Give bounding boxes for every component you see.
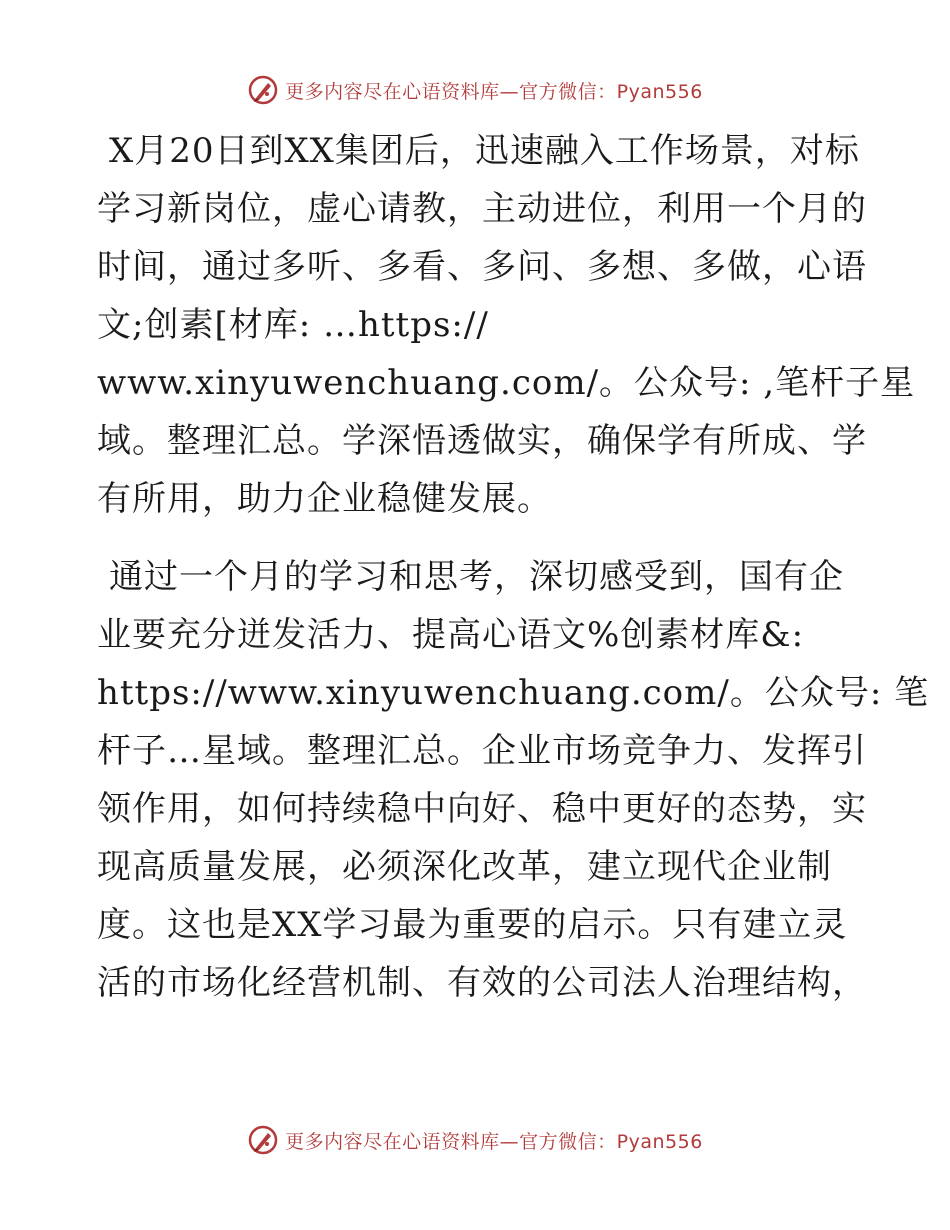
text-line: 有所用，助力企业稳健发展。: [97, 479, 552, 519]
document-body: [97, 122, 930, 1012]
text-line: 业要充分迸发活力、提高心语文%创素材库&:: [97, 615, 805, 655]
pen-logo-icon: [247, 74, 279, 106]
text-line: X月20日到XX集团后，迅速融入工作场景，对标: [109, 131, 860, 171]
text-line: 度。这也是XX学习最为重要的启示。只有建立灵: [97, 905, 848, 945]
footer-banner-text: 更多内容尽在心语资料库—官方微信：Pyan556: [285, 1130, 703, 1153]
text-line: 活的市场化经营机制、有效的公司法人治理结构，: [97, 963, 867, 1003]
text-line: 时间，通过多听、多看、多问、多想、多做，心语: [97, 247, 867, 287]
text-line: www.xinyuwenchuang.com/。公众号: ,笔杆子星: [97, 363, 916, 403]
header-banner: [0, 70, 950, 110]
text-line: 通过一个月的学习和思考，深切感受到，国有企: [109, 557, 844, 597]
pen-logo-icon: [247, 1124, 279, 1156]
header-banner-content: [247, 74, 703, 106]
text-line: 文;创素[材库: …https://: [97, 305, 489, 345]
text-line: 域。整理汇总。学深悟透做实，确保学有所成、学: [97, 421, 867, 461]
text-line: https://www.xinyuwenchuang.com/。公众号: 笔: [97, 673, 930, 713]
text-line: 领作用，如何持续稳中向好、稳中更好的态势，实: [97, 789, 867, 829]
paragraph-1: [97, 122, 916, 528]
text-line: 学习新岗位，虚心请教，主动进位，利用一个月的: [97, 189, 867, 229]
paragraph-2: [97, 548, 930, 1012]
footer-banner: [0, 1120, 950, 1160]
text-line: 现高质量发展，必须深化改革，建立现代企业制: [97, 847, 832, 887]
text-line: 杆子…星域。整理汇总。企业市场竞争力、发挥引: [97, 731, 867, 771]
footer-banner-content: [247, 1124, 703, 1156]
header-banner-text: 更多内容尽在心语资料库—官方微信：Pyan556: [285, 80, 703, 103]
